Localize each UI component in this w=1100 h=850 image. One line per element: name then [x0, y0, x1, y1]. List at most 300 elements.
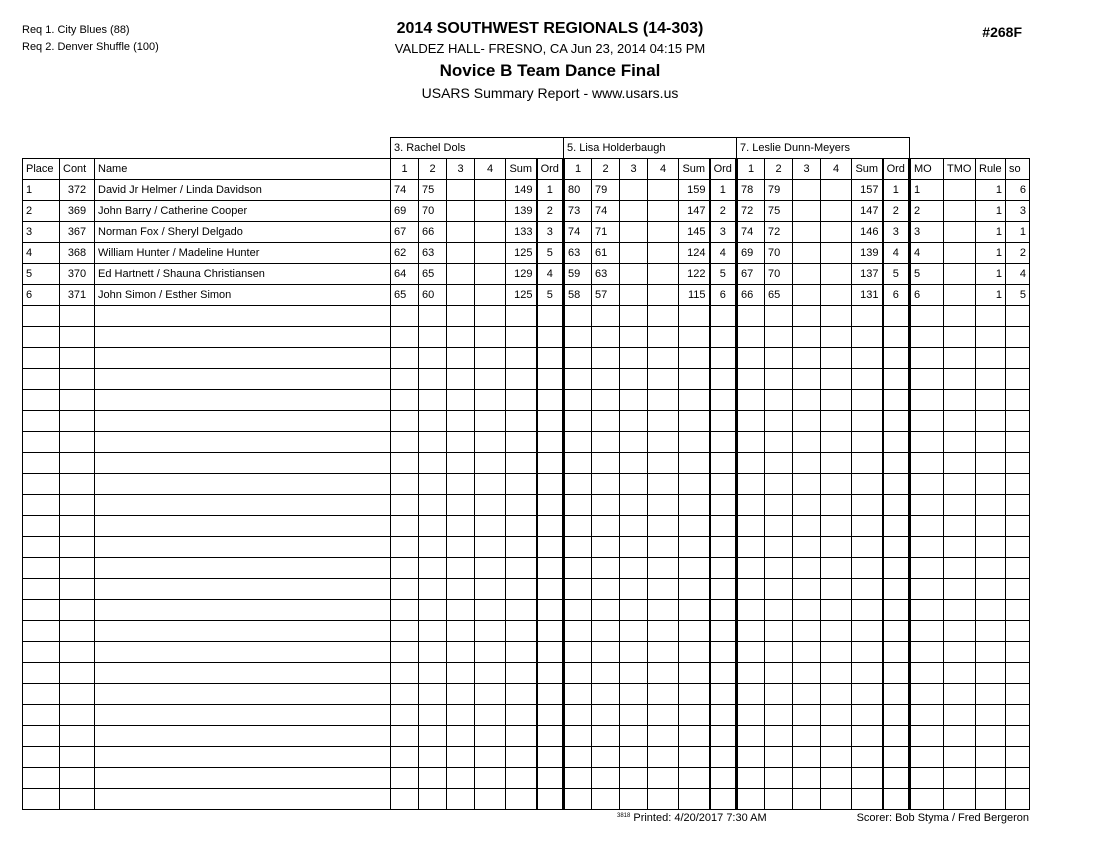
- cell-score: [475, 390, 506, 411]
- cell-sum: 147: [679, 201, 710, 222]
- cell-mo: [910, 579, 944, 600]
- cell-score: [475, 201, 506, 222]
- cell-score: [648, 495, 679, 516]
- empty-row: [23, 369, 1030, 390]
- cell-tmo: [944, 642, 976, 663]
- cell-score: [592, 558, 620, 579]
- cell-score: [419, 600, 447, 621]
- cell-so: [1006, 747, 1030, 768]
- cell-score: [793, 495, 821, 516]
- cell-cont: [60, 348, 95, 369]
- cell-sum: 124: [679, 243, 710, 264]
- cell-mo: [910, 390, 944, 411]
- cell-cont: [60, 453, 95, 474]
- cell-ordinal: [710, 726, 737, 747]
- cell-so: [1006, 558, 1030, 579]
- cell-mo: [910, 768, 944, 789]
- cell-score: [793, 390, 821, 411]
- cell-name: [95, 726, 391, 747]
- cell-name: [95, 411, 391, 432]
- cell-place: [23, 705, 60, 726]
- cell-score: [793, 642, 821, 663]
- cell-score: [765, 621, 793, 642]
- cell-ordinal: [883, 726, 910, 747]
- cell-score: [648, 285, 679, 306]
- cell-tmo: [944, 579, 976, 600]
- cell-cont: [60, 390, 95, 411]
- cell-ordinal: [883, 579, 910, 600]
- cell-score: [419, 747, 447, 768]
- cell-score: [592, 369, 620, 390]
- cell-score: [447, 306, 475, 327]
- cell-tmo: [944, 327, 976, 348]
- cell-score: [821, 348, 852, 369]
- col-header-score: 4: [821, 159, 852, 180]
- cell-sum: [852, 369, 883, 390]
- cell-score: [737, 747, 765, 768]
- cell-ordinal: [883, 348, 910, 369]
- cell-score: [793, 537, 821, 558]
- cell-score: [475, 747, 506, 768]
- cell-rule: [976, 726, 1006, 747]
- cell-ordinal: [883, 621, 910, 642]
- cell-name: [95, 747, 391, 768]
- cell-score: 78: [737, 180, 765, 201]
- cell-ordinal: [537, 390, 564, 411]
- cell-score: [793, 201, 821, 222]
- cell-sum: [852, 516, 883, 537]
- cell-so: [1006, 453, 1030, 474]
- cell-score: [419, 642, 447, 663]
- cell-mo: [910, 474, 944, 495]
- col-header-score: 3: [447, 159, 475, 180]
- cell-so: [1006, 579, 1030, 600]
- cell-rule: [976, 327, 1006, 348]
- cell-mo: 6: [910, 285, 944, 306]
- cell-ordinal: [883, 600, 910, 621]
- cell-tmo: [944, 600, 976, 621]
- cell-score: [447, 495, 475, 516]
- requirements-block: [22, 22, 159, 55]
- cell-cont: 370: [60, 264, 95, 285]
- cell-score: [447, 390, 475, 411]
- cell-score: [620, 222, 648, 243]
- cell-score: [737, 348, 765, 369]
- cell-ordinal: [710, 327, 737, 348]
- cell-place: [23, 747, 60, 768]
- cell-sum: 157: [852, 180, 883, 201]
- cell-score: [564, 327, 592, 348]
- cell-score: [447, 726, 475, 747]
- cell-score: 61: [592, 243, 620, 264]
- cell-rule: [976, 432, 1006, 453]
- cell-score: 74: [564, 222, 592, 243]
- cell-score: 59: [564, 264, 592, 285]
- cell-score: [793, 285, 821, 306]
- cell-score: [419, 789, 447, 810]
- cell-ordinal: [537, 642, 564, 663]
- cell-place: [23, 621, 60, 642]
- cell-score: [620, 768, 648, 789]
- cell-score: [391, 516, 419, 537]
- cell-score: [475, 621, 506, 642]
- cell-score: [564, 474, 592, 495]
- cell-sum: 145: [679, 222, 710, 243]
- cell-ordinal: [537, 705, 564, 726]
- cell-score: [620, 516, 648, 537]
- cell-score: [447, 285, 475, 306]
- cell-ordinal: [710, 411, 737, 432]
- cell-mo: [910, 411, 944, 432]
- cell-score: [391, 453, 419, 474]
- cell-score: [475, 285, 506, 306]
- cell-score: [447, 411, 475, 432]
- cell-score: [475, 684, 506, 705]
- cell-score: 72: [765, 222, 793, 243]
- cell-score: [620, 579, 648, 600]
- cell-so: 2: [1006, 243, 1030, 264]
- cell-mo: [910, 684, 944, 705]
- cell-score: [737, 453, 765, 474]
- cell-score: [564, 747, 592, 768]
- cell-score: [737, 411, 765, 432]
- cell-tmo: [944, 264, 976, 285]
- cell-score: [475, 180, 506, 201]
- cell-sum: [679, 348, 710, 369]
- cell-score: [419, 306, 447, 327]
- empty-row: [23, 621, 1030, 642]
- cell-ordinal: 3: [883, 222, 910, 243]
- cell-score: [793, 474, 821, 495]
- cell-mo: [910, 642, 944, 663]
- cell-rule: [976, 558, 1006, 579]
- cell-score: [475, 789, 506, 810]
- cell-sum: [679, 600, 710, 621]
- col-header-score: 3: [793, 159, 821, 180]
- cell-sum: [679, 558, 710, 579]
- cell-score: [793, 327, 821, 348]
- cell-score: 65: [765, 285, 793, 306]
- cell-so: [1006, 369, 1030, 390]
- cell-place: [23, 306, 60, 327]
- version-number: 3818: [617, 813, 631, 819]
- cell-score: [564, 621, 592, 642]
- cell-tmo: [944, 558, 976, 579]
- cell-score: [592, 747, 620, 768]
- cell-score: [737, 432, 765, 453]
- cell-so: [1006, 516, 1030, 537]
- cell-so: [1006, 726, 1030, 747]
- cell-score: [447, 684, 475, 705]
- cell-score: [592, 537, 620, 558]
- empty-row: [23, 474, 1030, 495]
- cell-ordinal: [883, 747, 910, 768]
- cell-ordinal: [710, 516, 737, 537]
- cell-score: [765, 558, 793, 579]
- cell-tmo: [944, 663, 976, 684]
- cell-name: [95, 390, 391, 411]
- cell-score: [447, 474, 475, 495]
- cell-cont: [60, 768, 95, 789]
- cell-so: [1006, 306, 1030, 327]
- cell-sum: [679, 663, 710, 684]
- cell-ordinal: [710, 348, 737, 369]
- cell-sum: [852, 453, 883, 474]
- cell-score: [564, 579, 592, 600]
- cell-mo: 5: [910, 264, 944, 285]
- cell-score: [419, 390, 447, 411]
- cell-cont: [60, 411, 95, 432]
- cell-score: [737, 684, 765, 705]
- cell-score: [765, 537, 793, 558]
- cell-score: [620, 285, 648, 306]
- cell-cont: [60, 432, 95, 453]
- cell-mo: 1: [910, 180, 944, 201]
- cell-sum: [506, 705, 537, 726]
- cell-place: [23, 369, 60, 390]
- col-header-score: 4: [648, 159, 679, 180]
- cell-score: [475, 432, 506, 453]
- cell-score: [737, 768, 765, 789]
- cell-mo: [910, 327, 944, 348]
- cell-mo: [910, 600, 944, 621]
- cell-so: [1006, 495, 1030, 516]
- cell-sum: [679, 516, 710, 537]
- cell-name: [95, 453, 391, 474]
- cell-score: [821, 684, 852, 705]
- cell-sum: [852, 537, 883, 558]
- cell-score: [391, 558, 419, 579]
- cell-score: [620, 747, 648, 768]
- cell-ordinal: [710, 537, 737, 558]
- cell-score: 73: [564, 201, 592, 222]
- empty-row: [23, 600, 1030, 621]
- cell-score: 57: [592, 285, 620, 306]
- cell-mo: [910, 663, 944, 684]
- cell-score: [648, 663, 679, 684]
- cell-score: [391, 390, 419, 411]
- cell-name: [95, 663, 391, 684]
- cell-place: [23, 390, 60, 411]
- cell-score: [620, 432, 648, 453]
- cell-ordinal: [537, 789, 564, 810]
- column-header-row: [23, 159, 1030, 180]
- cell-score: 65: [391, 285, 419, 306]
- cell-score: [793, 243, 821, 264]
- cell-cont: [60, 474, 95, 495]
- cell-score: [391, 306, 419, 327]
- cell-sum: [852, 327, 883, 348]
- cell-score: 80: [564, 180, 592, 201]
- cell-sum: [506, 663, 537, 684]
- cell-place: [23, 453, 60, 474]
- cell-place: 4: [23, 243, 60, 264]
- cell-score: [592, 327, 620, 348]
- cell-score: [475, 705, 506, 726]
- cell-ordinal: [537, 558, 564, 579]
- cell-score: [447, 621, 475, 642]
- cell-score: 70: [765, 243, 793, 264]
- cell-score: [475, 411, 506, 432]
- cell-score: [737, 390, 765, 411]
- cell-sum: [506, 516, 537, 537]
- cell-score: 74: [391, 180, 419, 201]
- cell-so: [1006, 600, 1030, 621]
- cell-score: [447, 180, 475, 201]
- cell-tmo: [944, 474, 976, 495]
- cell-score: [592, 348, 620, 369]
- col-header-score: 1: [737, 159, 765, 180]
- cell-place: [23, 600, 60, 621]
- cell-ordinal: 2: [883, 201, 910, 222]
- cell-sum: 159: [679, 180, 710, 201]
- cell-score: [419, 516, 447, 537]
- cell-ordinal: [710, 600, 737, 621]
- cell-score: [564, 411, 592, 432]
- cell-score: [648, 537, 679, 558]
- cell-sum: [852, 705, 883, 726]
- cell-score: [620, 663, 648, 684]
- cell-score: [419, 411, 447, 432]
- cell-score: [821, 726, 852, 747]
- cell-so: [1006, 390, 1030, 411]
- cell-place: [23, 726, 60, 747]
- cell-score: [793, 747, 821, 768]
- cell-sum: [506, 432, 537, 453]
- cell-score: [793, 180, 821, 201]
- cell-cont: [60, 747, 95, 768]
- cell-score: [592, 390, 620, 411]
- cell-score: [620, 789, 648, 810]
- empty-row: [23, 495, 1030, 516]
- cell-score: [765, 453, 793, 474]
- cell-sum: [506, 390, 537, 411]
- cell-score: [821, 390, 852, 411]
- cell-score: 66: [737, 285, 765, 306]
- cell-score: [793, 432, 821, 453]
- cell-ordinal: [883, 768, 910, 789]
- cell-tmo: [944, 243, 976, 264]
- empty-row: [23, 747, 1030, 768]
- cell-rule: [976, 474, 1006, 495]
- cell-sum: 125: [506, 243, 537, 264]
- cell-score: [391, 642, 419, 663]
- venue-datetime: VALDEZ HALL- FRESNO, CA Jun 23, 2014 04:15 PM: [394, 41, 706, 56]
- cell-ordinal: [537, 684, 564, 705]
- cell-score: [620, 390, 648, 411]
- event-title: Novice B Team Dance Final: [439, 61, 661, 80]
- cell-place: [23, 495, 60, 516]
- cell-score: [620, 180, 648, 201]
- cell-score: [821, 642, 852, 663]
- table-row: [23, 285, 1030, 306]
- cell-sum: [506, 684, 537, 705]
- table-row: [23, 201, 1030, 222]
- cell-mo: [910, 432, 944, 453]
- cell-score: [793, 684, 821, 705]
- cell-score: 67: [391, 222, 419, 243]
- cell-mo: [910, 705, 944, 726]
- cell-score: [419, 537, 447, 558]
- cell-score: 65: [419, 264, 447, 285]
- cell-score: [475, 642, 506, 663]
- cell-score: [592, 600, 620, 621]
- cell-ordinal: [710, 642, 737, 663]
- judge-row-spacer-right: [910, 138, 1030, 159]
- cell-ordinal: [710, 747, 737, 768]
- empty-row: [23, 432, 1030, 453]
- cell-rule: [976, 306, 1006, 327]
- cell-ordinal: [537, 411, 564, 432]
- cell-score: [821, 369, 852, 390]
- cell-score: [765, 768, 793, 789]
- cell-tmo: [944, 180, 976, 201]
- cell-mo: [910, 453, 944, 474]
- cell-sum: [506, 747, 537, 768]
- cell-score: [793, 726, 821, 747]
- cell-place: 3: [23, 222, 60, 243]
- cell-score: [592, 621, 620, 642]
- cell-name: [95, 306, 391, 327]
- cell-cont: [60, 642, 95, 663]
- cell-score: [419, 474, 447, 495]
- printed-timestamp: Printed: 4/20/2017 7:30 AM: [633, 812, 767, 824]
- cell-ordinal: [883, 516, 910, 537]
- cell-ordinal: [883, 327, 910, 348]
- cell-score: [391, 621, 419, 642]
- cell-score: [419, 768, 447, 789]
- cell-score: [737, 600, 765, 621]
- cell-score: [821, 663, 852, 684]
- cell-score: [793, 600, 821, 621]
- cell-sum: [679, 621, 710, 642]
- cell-cont: [60, 537, 95, 558]
- cell-ordinal: [883, 537, 910, 558]
- cell-place: [23, 558, 60, 579]
- cell-sum: [506, 537, 537, 558]
- cell-so: [1006, 411, 1030, 432]
- cell-ordinal: [883, 390, 910, 411]
- cell-score: [821, 600, 852, 621]
- cell-score: [821, 243, 852, 264]
- cell-score: [620, 726, 648, 747]
- cell-sum: [506, 789, 537, 810]
- cell-ordinal: [537, 516, 564, 537]
- cell-name: [95, 516, 391, 537]
- cell-sum: [852, 558, 883, 579]
- cell-rule: [976, 411, 1006, 432]
- cell-score: [620, 600, 648, 621]
- cell-cont: [60, 579, 95, 600]
- cell-so: [1006, 537, 1030, 558]
- cell-score: [765, 432, 793, 453]
- cell-score: [765, 663, 793, 684]
- cell-tmo: [944, 306, 976, 327]
- empty-row: [23, 390, 1030, 411]
- cell-score: [737, 474, 765, 495]
- cell-ordinal: 6: [883, 285, 910, 306]
- cell-score: [821, 411, 852, 432]
- cell-name: Norman Fox / Sheryl Delgado: [95, 222, 391, 243]
- cell-cont: [60, 705, 95, 726]
- col-header-cont: Cont: [60, 159, 95, 180]
- cell-cont: [60, 306, 95, 327]
- cell-rule: [976, 663, 1006, 684]
- cell-score: [564, 705, 592, 726]
- cell-score: [821, 747, 852, 768]
- cell-score: [648, 747, 679, 768]
- cell-ordinal: [537, 306, 564, 327]
